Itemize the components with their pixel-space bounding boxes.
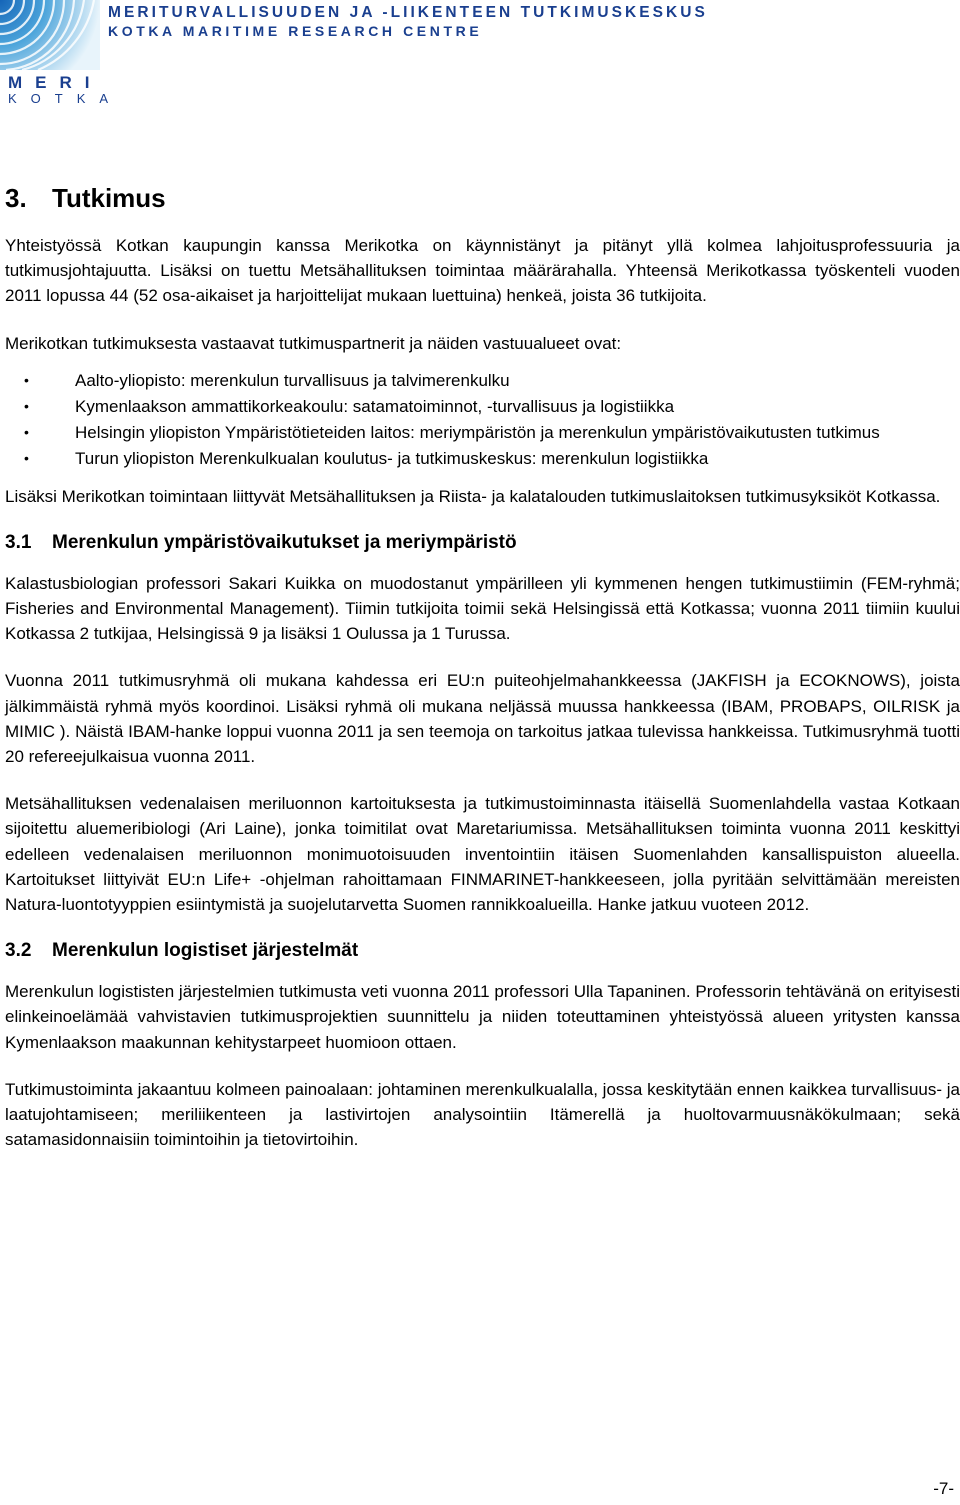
subsection-number: 3.1 [5,531,32,553]
paragraph: Vuonna 2011 tutkimusryhmä oli mukana kahdessa eri EU:n puiteohjelmahankkeessa (JAKFISH ja ECOKNOWS), joista jälkimmäistä ryhmä myös koordinoi. Lisäksi ryhmä oli mukana neljässä muussa hankkeessa (IBAM, PROBAPS, OILRISK ja MIMIC ). Näistä IBAM-hanke loppui vuonna 2011 ja sen teemoja on tarkoitus jatkaa tulevissa hankkeissa. Tutkimusryhmä tuotti 20 refereejulkaisua vuonna 2011. [5,671,960,767]
page-number: -7- [933,1479,954,1498]
subsection-heading [5,939,960,963]
header-title-finnish: MERITURVALLISUUDEN JA -LIIKENTEEN TUTKIMUSKESKUS [108,4,708,21]
subsection-title: Merenkulun logistiset järjestelmät [52,940,359,962]
bullet-icon: • [24,398,29,415]
partners-after-paragraph: Lisäksi Merikotkan toimintaan liittyvät Metsähallituksen ja Riista- ja kalatalouden tutkimuslaitoksen tutkimusyksiköt Kotkassa. [5,486,941,506]
list-item-text: Turun yliopiston Merenkulkualan koulutus- ja tutkimuskeskus: merenkulun logistiikka [75,449,709,469]
paragraph: Metsähallituksen vedenalaisen meriluonnon kartoituksesta ja tutkimustoiminnasta itäisellä Suomenlahdella vastaa Kotkaan sijoitettu aluemeribiologi (Ari Laine), jonka toimitilat ovat Maretariumissa. Metsähallituksen toiminta vuonna 2011 keskittyi edelleen vedenalaisen meriluonnon monimuotoisuuden inventointiin itäisen Suomenlahden kansallispuiston alueella. Kartoitukset liittyivät EU:n Life+ -ohjelman rahoittamaan FINMARINET-hankkeeseen, jolla pyritään selvittämään mereisten Natura-luontotyyppien esiintymistä ja suojelutarvetta Suomen rannikkoalueilla. Hanke jatkuu vuoteen 2012. [5,794,960,915]
list-item [5,368,960,393]
merikotka-logo [0,0,123,112]
list-item [5,394,960,419]
list-item [5,446,960,471]
paragraph: Kalastusbiologian professori Sakari Kuikka on muodostanut ympärilleen yli kymmenen hengen tutkimustiimin (FEM-ryhmä; Fisheries and Environmental Management). Tiimin tutkijoita toimii sekä Helsingissä että Kotkassa; vuonna 2011 tiimiin kuului Kotkassa 2 tutkijaa, Helsingissä 9 ja lisäksi 1 Oulussa ja 1 Turussa. [5,573,960,644]
list-item-text: Helsingin yliopiston Ympäristötieteiden laitos: meriympäristön ja merenkulun ympäristövaikutusten tutkimus [75,423,880,443]
section-heading [5,182,960,214]
partners-list [5,368,960,472]
subsection-title: Merenkulun ympäristövaikutukset ja meriympäristö [52,531,517,553]
page-header [0,0,960,112]
section-title: Tutkimus [52,183,166,213]
logo-text-kotka: KOTKA [8,91,123,106]
subsection-number: 3.2 [5,940,32,962]
subsection-heading [5,531,960,555]
list-item [5,420,960,445]
bullet-icon: • [24,424,29,441]
document-body [5,182,960,1174]
list-item-text: Kymenlaakson ammattikorkeakoulu: satamatoiminnot, -turvallisuus ja logistiikka [75,397,675,417]
section-number: 3. [5,183,27,213]
bullet-icon: • [24,450,29,467]
bullet-icon: • [24,371,29,388]
list-item-text: Aalto-yliopisto: merenkulun turvallisuus ja talvimerenkulku [75,370,510,390]
partners-intro-paragraph: Merikotkan tutkimuksesta vastaavat tutkimuspartnerit ja näiden vastuualueet ovat: [5,333,622,353]
paragraph: Tutkimustoiminta jakaantuu kolmeen painoalaan: johtaminen merenkulkualalla, jossa keskitytään ennen kaikkea turvallisuus- ja laatujohtamiseen; meriliikenteen ja lastivirtojen analysointiin Itämerellä ja huoltovarmuusnäkökulmaan; sekä satamasidonnaisiin toimintoihin ja tietovirtoihin. [5,1079,960,1150]
section-intro-paragraph: Yhteistyössä Kotkan kaupungin kanssa Merikotka on käynnistänyt ja pitänyt yllä kolmea lahjoitusprofessuuria ja tutkimusjohtajuutta. Lisäksi on tuettu Metsähallituksen toimintaa määrärahalla. Yhteensä Merikotkassa työskenteli vuoden 2011 lopussa 44 (52 osa-aikaiset ja harjoittelijat mukaan luettuina) henkeä, joista 36 tutkijoita. [5,236,960,306]
logo-text-meri: MERI [8,73,103,92]
header-title-english: KOTKA MARITIME RESEARCH CENTRE [108,23,483,39]
paragraph: Merenkulun logististen järjestelmien tutkimusta veti vuonna 2011 professori Ulla Tapaninen. Professorin tehtävänä on erityisesti elinkeinoelämää vahvistavien tutkimusprojektien suunnittelu ja niiden toteuttaminen yhteistyössä alueen yritysten kanssa Kymenlaakson maakunnan kehitystarpeet huomioon ottaen. [5,982,960,1052]
